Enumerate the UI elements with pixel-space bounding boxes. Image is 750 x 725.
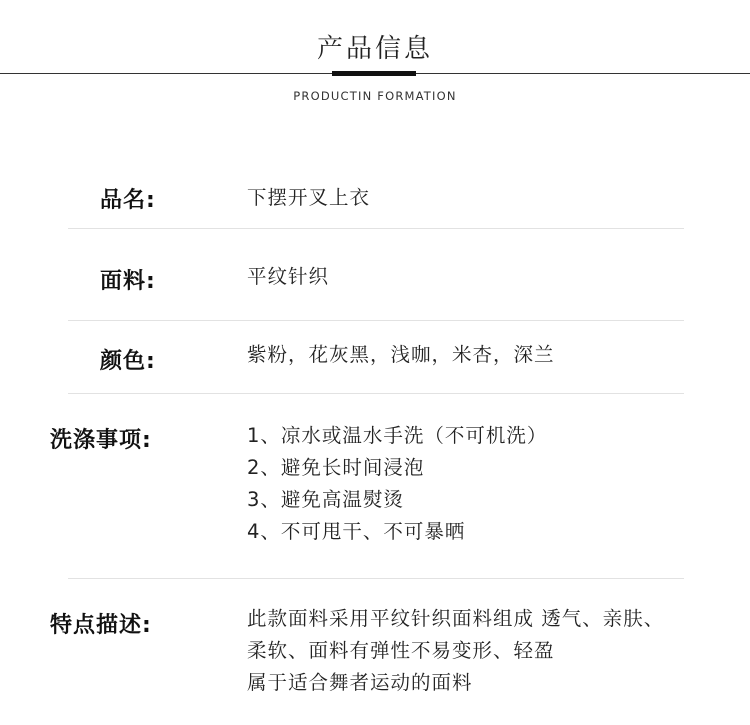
- row-divider: [68, 320, 684, 321]
- field-value-line: 2、避免长时间浸泡: [247, 456, 425, 479]
- field-value-line: 4、不可甩干、不可暴晒: [247, 520, 466, 543]
- field-value-line: 1、凉水或温水手洗（不可机洗）: [247, 424, 548, 447]
- field-label-washing: 洗涤事项:: [50, 428, 152, 453]
- field-value-colors: [247, 339, 555, 371]
- field-value-line: 属于适合舞者运动的面料: [247, 671, 473, 694]
- row-divider: [68, 228, 684, 229]
- page-subtitle: PRODUCTIN FORMATION: [293, 89, 457, 103]
- field-label-product-name: 品名:: [100, 188, 156, 213]
- field-value-features: [247, 603, 664, 699]
- header-accent-bar: [332, 71, 416, 76]
- field-label-colors: 颜色:: [100, 349, 156, 374]
- field-label-fabric: 面料:: [100, 269, 156, 294]
- page-title: 产品信息: [316, 34, 433, 64]
- field-value-washing: [247, 420, 547, 548]
- field-value-line: 平纹针织: [247, 265, 330, 288]
- field-value-line: 下摆开叉上衣: [247, 186, 371, 209]
- field-value-line: 紫粉，花灰黑，浅咖，米杏，深兰: [247, 343, 555, 366]
- field-value-line: 3、避免高温熨烫: [247, 488, 404, 511]
- field-value-line: 柔软、面料有弹性不易变形、轻盈: [247, 639, 555, 662]
- field-value-fabric: [247, 261, 329, 293]
- field-value-product-name: [247, 182, 370, 214]
- field-value-line: 此款面料采用平纹针织面料组成 透气、亲肤、: [247, 607, 665, 630]
- row-divider: [68, 393, 684, 394]
- field-label-features: 特点描述:: [50, 613, 152, 638]
- row-divider: [68, 578, 684, 579]
